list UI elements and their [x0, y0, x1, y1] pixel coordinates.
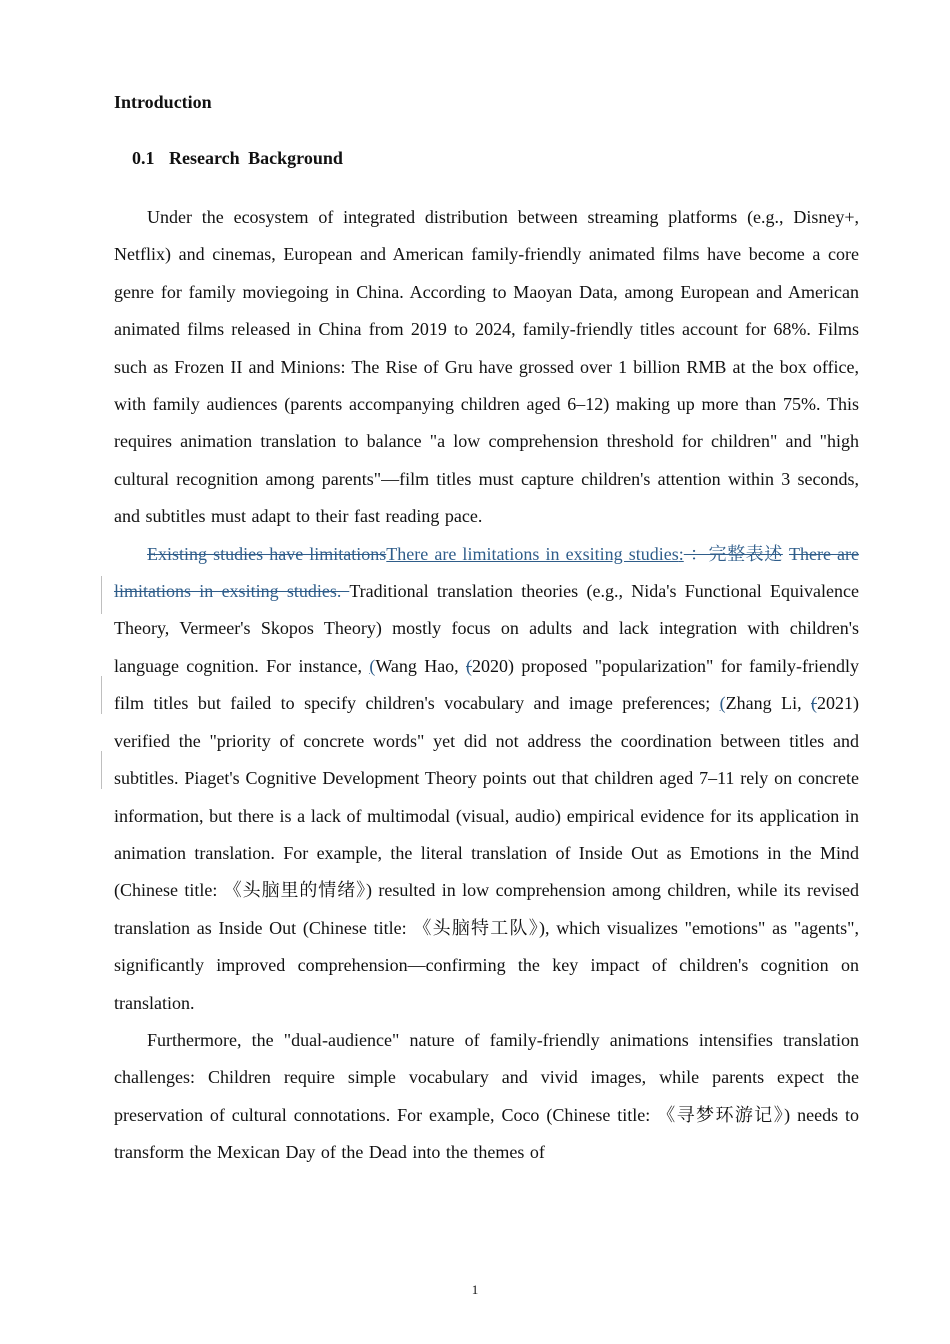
section-number: 0.1 — [132, 148, 155, 168]
chinese-title: 《头脑里的情绪》 — [223, 880, 366, 902]
tracked-insertion: : — [678, 543, 684, 564]
paragraph-text: Zhang Li, — [725, 693, 811, 714]
page-number: 1 — [471, 1282, 479, 1297]
paragraph-text: ) resulted in low comprehension among children, while its revised translation as Inside Out (Chinese title: — [114, 880, 859, 938]
tracked-deletion: ( — [466, 655, 473, 676]
paragraph-text: Wang Hao, — [375, 655, 467, 676]
tracked-insertion: There are limitations in exsiting studies — [386, 543, 679, 564]
revision-change-bar — [101, 676, 102, 714]
paragraph-dual-audience — [114, 1022, 859, 1172]
tracked-deletion: ( — [811, 693, 817, 714]
section-title: Research Background — [169, 148, 343, 168]
revision-change-bar — [101, 576, 102, 614]
tracked-deletion: Existing studies have limitations — [147, 543, 387, 564]
paragraph-text: Traditional translation theories (e.g., Nida's Functional Equivalence Theory, Vermeer's Skopos Theory) mostly focus on adults and lack integration with children's language cognition. For instance, — [114, 581, 859, 676]
tracked-deletion: ：完整表述 — [683, 543, 783, 564]
revision-change-bar — [101, 751, 102, 789]
paragraph-background — [114, 199, 859, 536]
paragraph-text: Under the ecosystem of integrated distribution between streaming platforms (e.g., Disney+, Netflix) and cinemas, European and American family-friendly animated films have become a core genre for family moviegoing in China. According to Maoyan Data, among European and American animated films released in China from 2019 to 2024, family-friendly titles account for 68%. Films such as Frozen II and Minions: The Rise of Gru have grossed over 1 billion RMB at the box office, with family audiences (parents accompanying children aged 6–12) making up more than 75%. This requires animation translation to balance "a low comprehension threshold for children" and "high cultural recognition among parents"—film titles must capture children's attention within 3 seconds, and subtitles must adapt to their fast reading pace. — [114, 207, 859, 527]
chinese-title: 《寻梦环游记》 — [657, 1104, 785, 1126]
paragraph-text: 2020) proposed "popularization" for family-friendly film titles but failed to specify children's vocabulary and image preferences; — [114, 655, 859, 714]
paragraph-limitations — [114, 536, 859, 1022]
tracked-deletion: There are limitations in exsiting studies. — [114, 543, 860, 602]
chinese-title: 《头脑特工队》 — [413, 917, 539, 939]
document-heading: Introduction — [114, 92, 212, 112]
paragraph-text: Furthermore, the "dual-audience" nature of family-friendly animations intensifies translation challenges: Children require simple vocabulary and vivid images, while parents expect the preservation of cultural connotations. For example, Coco (Chinese title: — [114, 1029, 859, 1125]
body-text — [114, 199, 859, 1172]
tracked-insertion: ( — [719, 693, 726, 714]
tracked-insertion: ( — [369, 655, 376, 676]
paragraph-text: ), which visualizes "emotions" as "agents", significantly improved comprehension—confirming the key impact of children's cognition on translation. — [114, 917, 859, 1013]
paragraph-text: ) needs to transform the Mexican Day of the Dead into the themes of — [114, 1104, 859, 1163]
paragraph-text: 2021) verified the "priority of concrete words" yet did not address the coordination between titles and subtitles. Piaget's Cognitive Development Theory points out that children aged 7–11 rely on concrete information, but there is a lack of multimodal (visual, audio) empirical evidence for its application in animation translation. For example, the literal translation of Inside Out as Emotions in the Mind (Chinese title: — [114, 693, 859, 901]
section-heading — [132, 148, 343, 169]
